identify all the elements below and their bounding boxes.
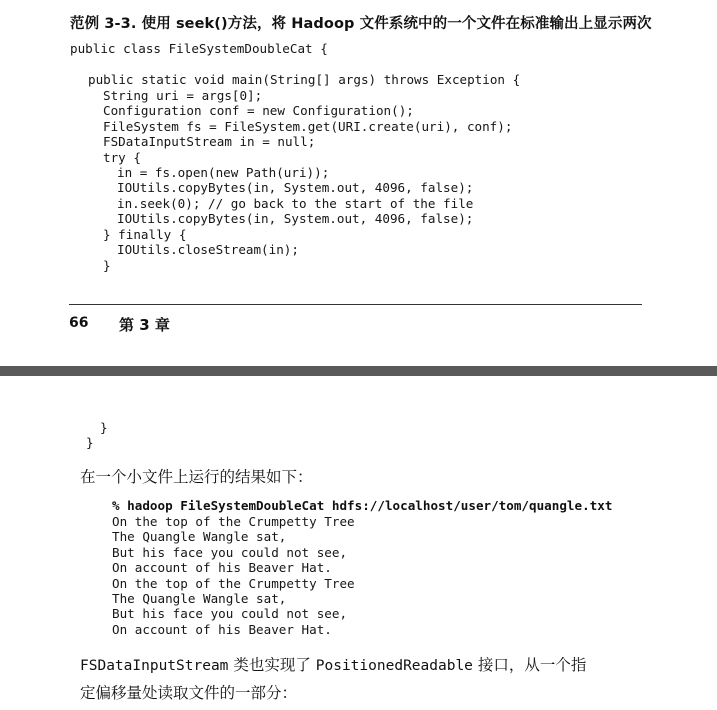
output-line: On the top of the Crumpetty Tree — [112, 514, 355, 529]
interface-name: PositionedReadable — [315, 658, 473, 674]
paragraph-text: 类也实现了 — [228, 656, 316, 674]
page-footer-rule — [69, 304, 642, 305]
code-line: Configuration conf = new Configuration(); — [103, 103, 414, 118]
chapter-label: 第 3 章 — [119, 316, 170, 334]
page-separator — [0, 366, 717, 376]
code-line: IOUtils.copyBytes(in, System.out, 4096, false); — [117, 180, 474, 195]
code-line: } finally { — [103, 227, 187, 242]
code-line: } — [103, 258, 111, 273]
code-line: public class FileSystemDoubleCat { — [70, 41, 328, 56]
code-line: } — [100, 420, 108, 435]
output-line: On account of his Beaver Hat. — [112, 560, 332, 575]
shell-command: % hadoop FileSystemDoubleCat hdfs://localhost/user/tom/quangle.txt — [112, 498, 613, 513]
output-line: On account of his Beaver Hat. — [112, 622, 332, 637]
output-line: The Quangle Wangle sat, — [112, 529, 287, 544]
code-line: } — [86, 435, 94, 450]
code-line: try { — [103, 150, 141, 165]
output-line: But his face you could not see, — [112, 545, 348, 560]
code-line: String uri = args[0]; — [103, 88, 263, 103]
code-line: in.seek(0); // go back to the start of the file — [117, 196, 474, 211]
output-line: On the top of the Crumpetty Tree — [112, 576, 355, 591]
code-line: public static void main(String[] args) throws Exception { — [88, 72, 521, 87]
output-line: But his face you could not see, — [112, 606, 348, 621]
code-line: IOUtils.copyBytes(in, System.out, 4096, false); — [117, 211, 474, 226]
example-caption: 范例 3-3. 使用 seek()方法，将 Hadoop 文件系统中的一个文件在标准输出上显示两次 — [70, 16, 652, 32]
paragraph-line-2: 定偏移量处读取文件的一部分： — [80, 684, 298, 702]
page-number: 66 — [69, 315, 89, 331]
paragraph-text: 接口，从一个指 — [472, 656, 587, 674]
code-line: IOUtils.closeStream(in); — [117, 242, 299, 257]
class-name: FSDataInputStream — [80, 658, 229, 674]
code-line: FSDataInputStream in = null; — [103, 134, 316, 149]
code-line: in = fs.open(new Path(uri)); — [117, 165, 330, 180]
run-intro-text: 在一个小文件上运行的结果如下： — [80, 468, 313, 486]
paragraph-line-1 — [80, 653, 586, 675]
code-line: FileSystem fs = FileSystem.get(URI.create(uri), conf); — [103, 119, 513, 134]
output-line: The Quangle Wangle sat, — [112, 591, 287, 606]
